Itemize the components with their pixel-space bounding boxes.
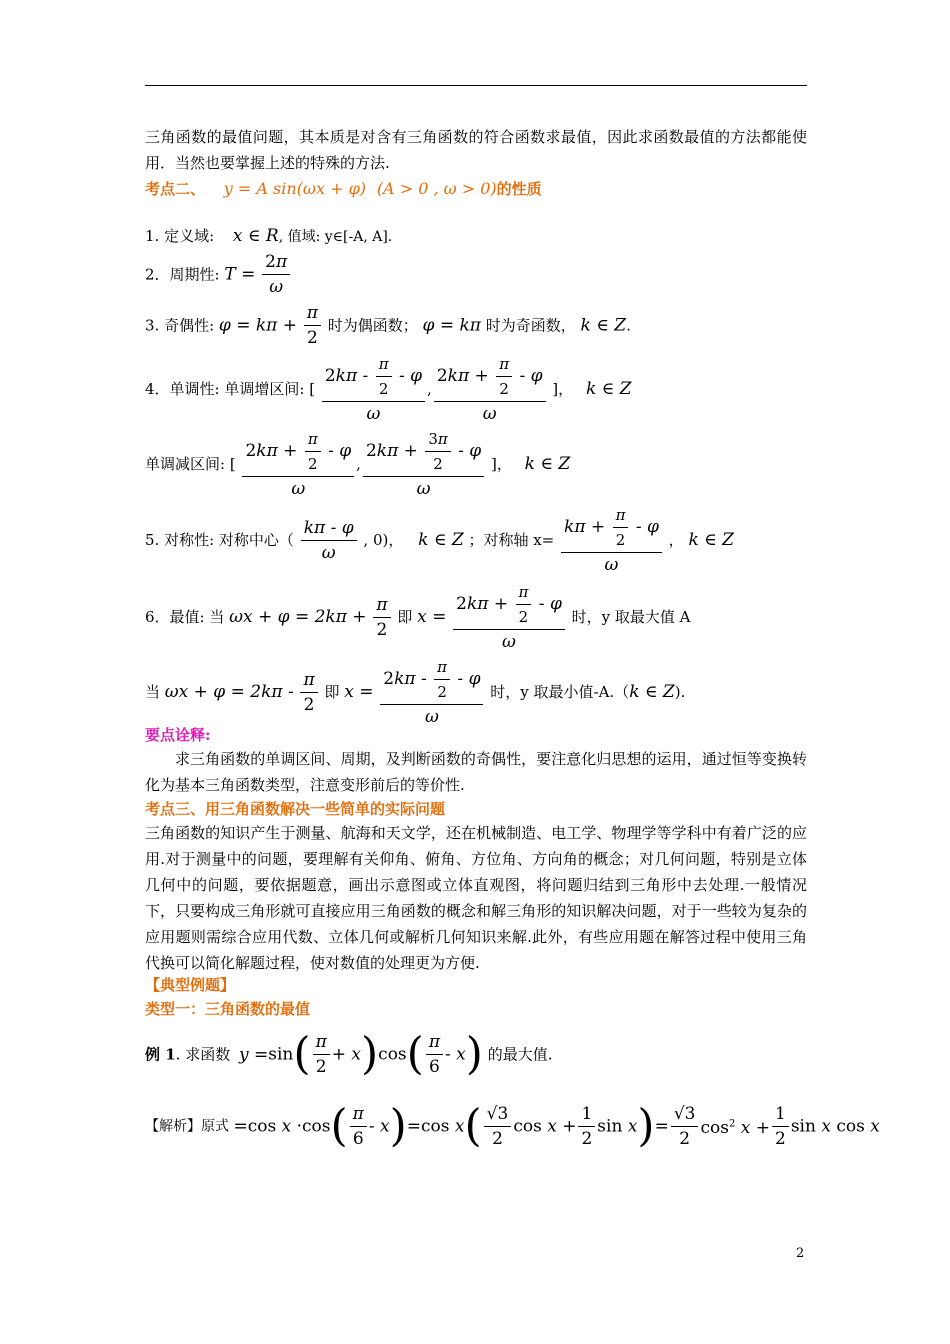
max-fraction: 2kπ + $\frac{\pi}{2}$ - φ ω	[453, 580, 565, 654]
examples-header: 【典型例题】	[145, 976, 236, 994]
mono-inc-left: 2kπ - $\frac{\pi}{2}$ - φ ω	[322, 352, 425, 426]
max-label: 6．最值: 当	[145, 608, 225, 626]
header-rule	[145, 85, 807, 86]
mono-dec-label: 单调减区间: [	[145, 455, 236, 473]
max-tail: 时，y 取最大值 A	[571, 608, 691, 626]
solution-line: 【解析】原式 =cos x ·cos( $\frac{\pi}{6}$ - x)=cos x( $\frac{√3}{2}$ cos x + $\frac{1}{2}$ sin x)= $\frac{√3}{2}$ $\cos^2 x$ + $\frac{1}{2}$ sin x cos x	[145, 1100, 880, 1152]
parity-label: 3. 奇偶性:	[145, 316, 219, 335]
min-tail: 时，y 取最小值-A.（	[490, 683, 630, 701]
ex1-text: . 求函数	[175, 1045, 231, 1064]
parity-odd: 时为奇函数，	[485, 316, 576, 335]
ex1-label: 例 1	[145, 1045, 176, 1064]
kp2-label: 考点二、	[145, 180, 206, 198]
period-label: 2．周期性:	[145, 265, 225, 284]
item-mono-dec: 单调减区间: [ 2kπ + $\frac{\pi}{2}$ - φ ω , 2kπ + $\frac{3\pi}{2}$ - φ ω ]， k ∈ Z	[145, 427, 810, 497]
parity-even: 时为偶函数；	[327, 316, 418, 335]
min-ji: 即	[324, 683, 340, 701]
domain-range: , 值域: y∈[-A, A].	[278, 229, 393, 245]
ex1-tail: 的最大值.	[487, 1045, 553, 1064]
min-fraction: 2kπ - $\frac{\pi}{2}$ - φ ω	[380, 655, 483, 729]
sym-axis-fraction: kπ + $\frac{\pi}{2}$ - φ ω	[561, 503, 662, 577]
page-number: 2	[796, 1246, 805, 1261]
mono-dec-right: 2kπ + $\frac{3\pi}{2}$ - φ ω	[363, 427, 484, 501]
kp2-heading	[145, 178, 810, 200]
kp2-suffix: 的性质	[496, 180, 542, 198]
sym-axis-label: ；对称轴 x=	[468, 531, 555, 549]
mono-inc-right: 2kπ + $\frac{\pi}{2}$ - φ ω	[434, 352, 546, 426]
yaodian-title: 要点诠释:	[145, 726, 211, 744]
item-mono-inc: 4．单调性: 单调增区间: [ 2kπ - $\frac{\pi}{2}$ - φ ω , 2kπ + $\frac{\pi}{2}$ - φ ω ]， k ∈ Z	[145, 352, 810, 422]
max-ji: 即	[397, 608, 413, 626]
item-domain	[145, 225, 810, 248]
mono-inc-label: 4．单调性: 单调增区间: [	[145, 380, 316, 398]
item-symmetry: 5. 对称性: 对称中心（ $\frac{k\pi - \varphi}{\omega}$ , 0)， k ∈ Z ；对称轴 x= kπ + $\frac{\pi}{2}$ - φ ω ， k ∈ Z	[145, 503, 810, 573]
domain-math: x ∈ R	[232, 226, 279, 246]
item-max: 6．最值: 当 ωx + φ = 2kπ + $\frac{\pi}{2}$ 即 x = 2kπ + $\frac{\pi}{2}$ - φ ω 时，y 取最大值 A	[145, 580, 810, 650]
item-period: 2．周期性: T = $\frac{2\pi}{\omega}$	[145, 250, 810, 300]
type1-heading: 类型一：三角函数的最值	[145, 1000, 311, 1018]
kp3-title: 考点三、用三角函数解决一些简单的实际问题	[145, 800, 446, 818]
period-fraction: $\frac{2\pi}{\omega}$	[262, 250, 290, 299]
intro-paragraph: 三角函数的最值问题，其本质是对含有三角函数的符合函数求最值，因此求函数最值的方法都能使用．当然也要掌握上述的特殊的方法.	[145, 128, 807, 172]
mono-dec-left: 2kπ + $\frac{\pi}{2}$ - φ ω	[242, 427, 354, 501]
kp2-func: y = A sin(ωx + φ)	[223, 179, 367, 198]
yaodian-body: 求三角函数的单调区间、周期，及判断函数的奇偶性，要注意化归思想的运用，通过恒等变换转化为基本三角函数类型，注意变形前后的等价性.	[145, 750, 807, 794]
min-label: 当	[145, 683, 161, 701]
kp3-body: 三角函数的知识产生于测量、航海和天文学，还在机械制造、电工学、物理学等学科中有着广泛的应用.对于测量中的问题，要理解有关仰角、俯角、方位角、方向角的概念；对几何问题，特别是立体几何中的问题，要依据题意，画出示意图或立体直观图，将问题归结到三角形中去处理.一般情况下，只要构成三角形就可直接应用三角函数的概念和解三角形的知识解决问题，对于一些较为复杂的应用题则需综合应用代数、立体几何或解析几何知识来解.此外，有些应用题在解答过程中使用三角代换可以简化解题过程，使对数值的处理更为方便.	[145, 824, 807, 972]
kp2-cond: (A > 0 , ω > 0)	[376, 179, 497, 198]
domain-label: 1. 定义域:	[145, 227, 219, 245]
sym-label: 5. 对称性: 对称中心（	[145, 531, 294, 549]
item-min: 当 ωx + φ = 2kπ - $\frac{\pi}{2}$ 即 x = 2kπ - $\frac{\pi}{2}$ - φ ω 时，y 取最小值-A.（k ∈ Z).	[145, 655, 810, 725]
item-parity: 3. 奇偶性: φ = kπ + $\frac{\pi}{2}$ 时为偶函数； φ = kπ 时为奇函数， k ∈ Z.	[145, 303, 631, 348]
example-1: 例 1. 求函数 y =sin( $\frac{\pi}{2}$ + x)cos( $\frac{\pi}{6}$ - x) 的最大值.	[145, 1028, 553, 1080]
sym-center-fraction: $\frac{k\pi - \varphi}{\omega}$	[301, 516, 357, 565]
solution-label: 【解析】原式	[145, 1118, 229, 1135]
